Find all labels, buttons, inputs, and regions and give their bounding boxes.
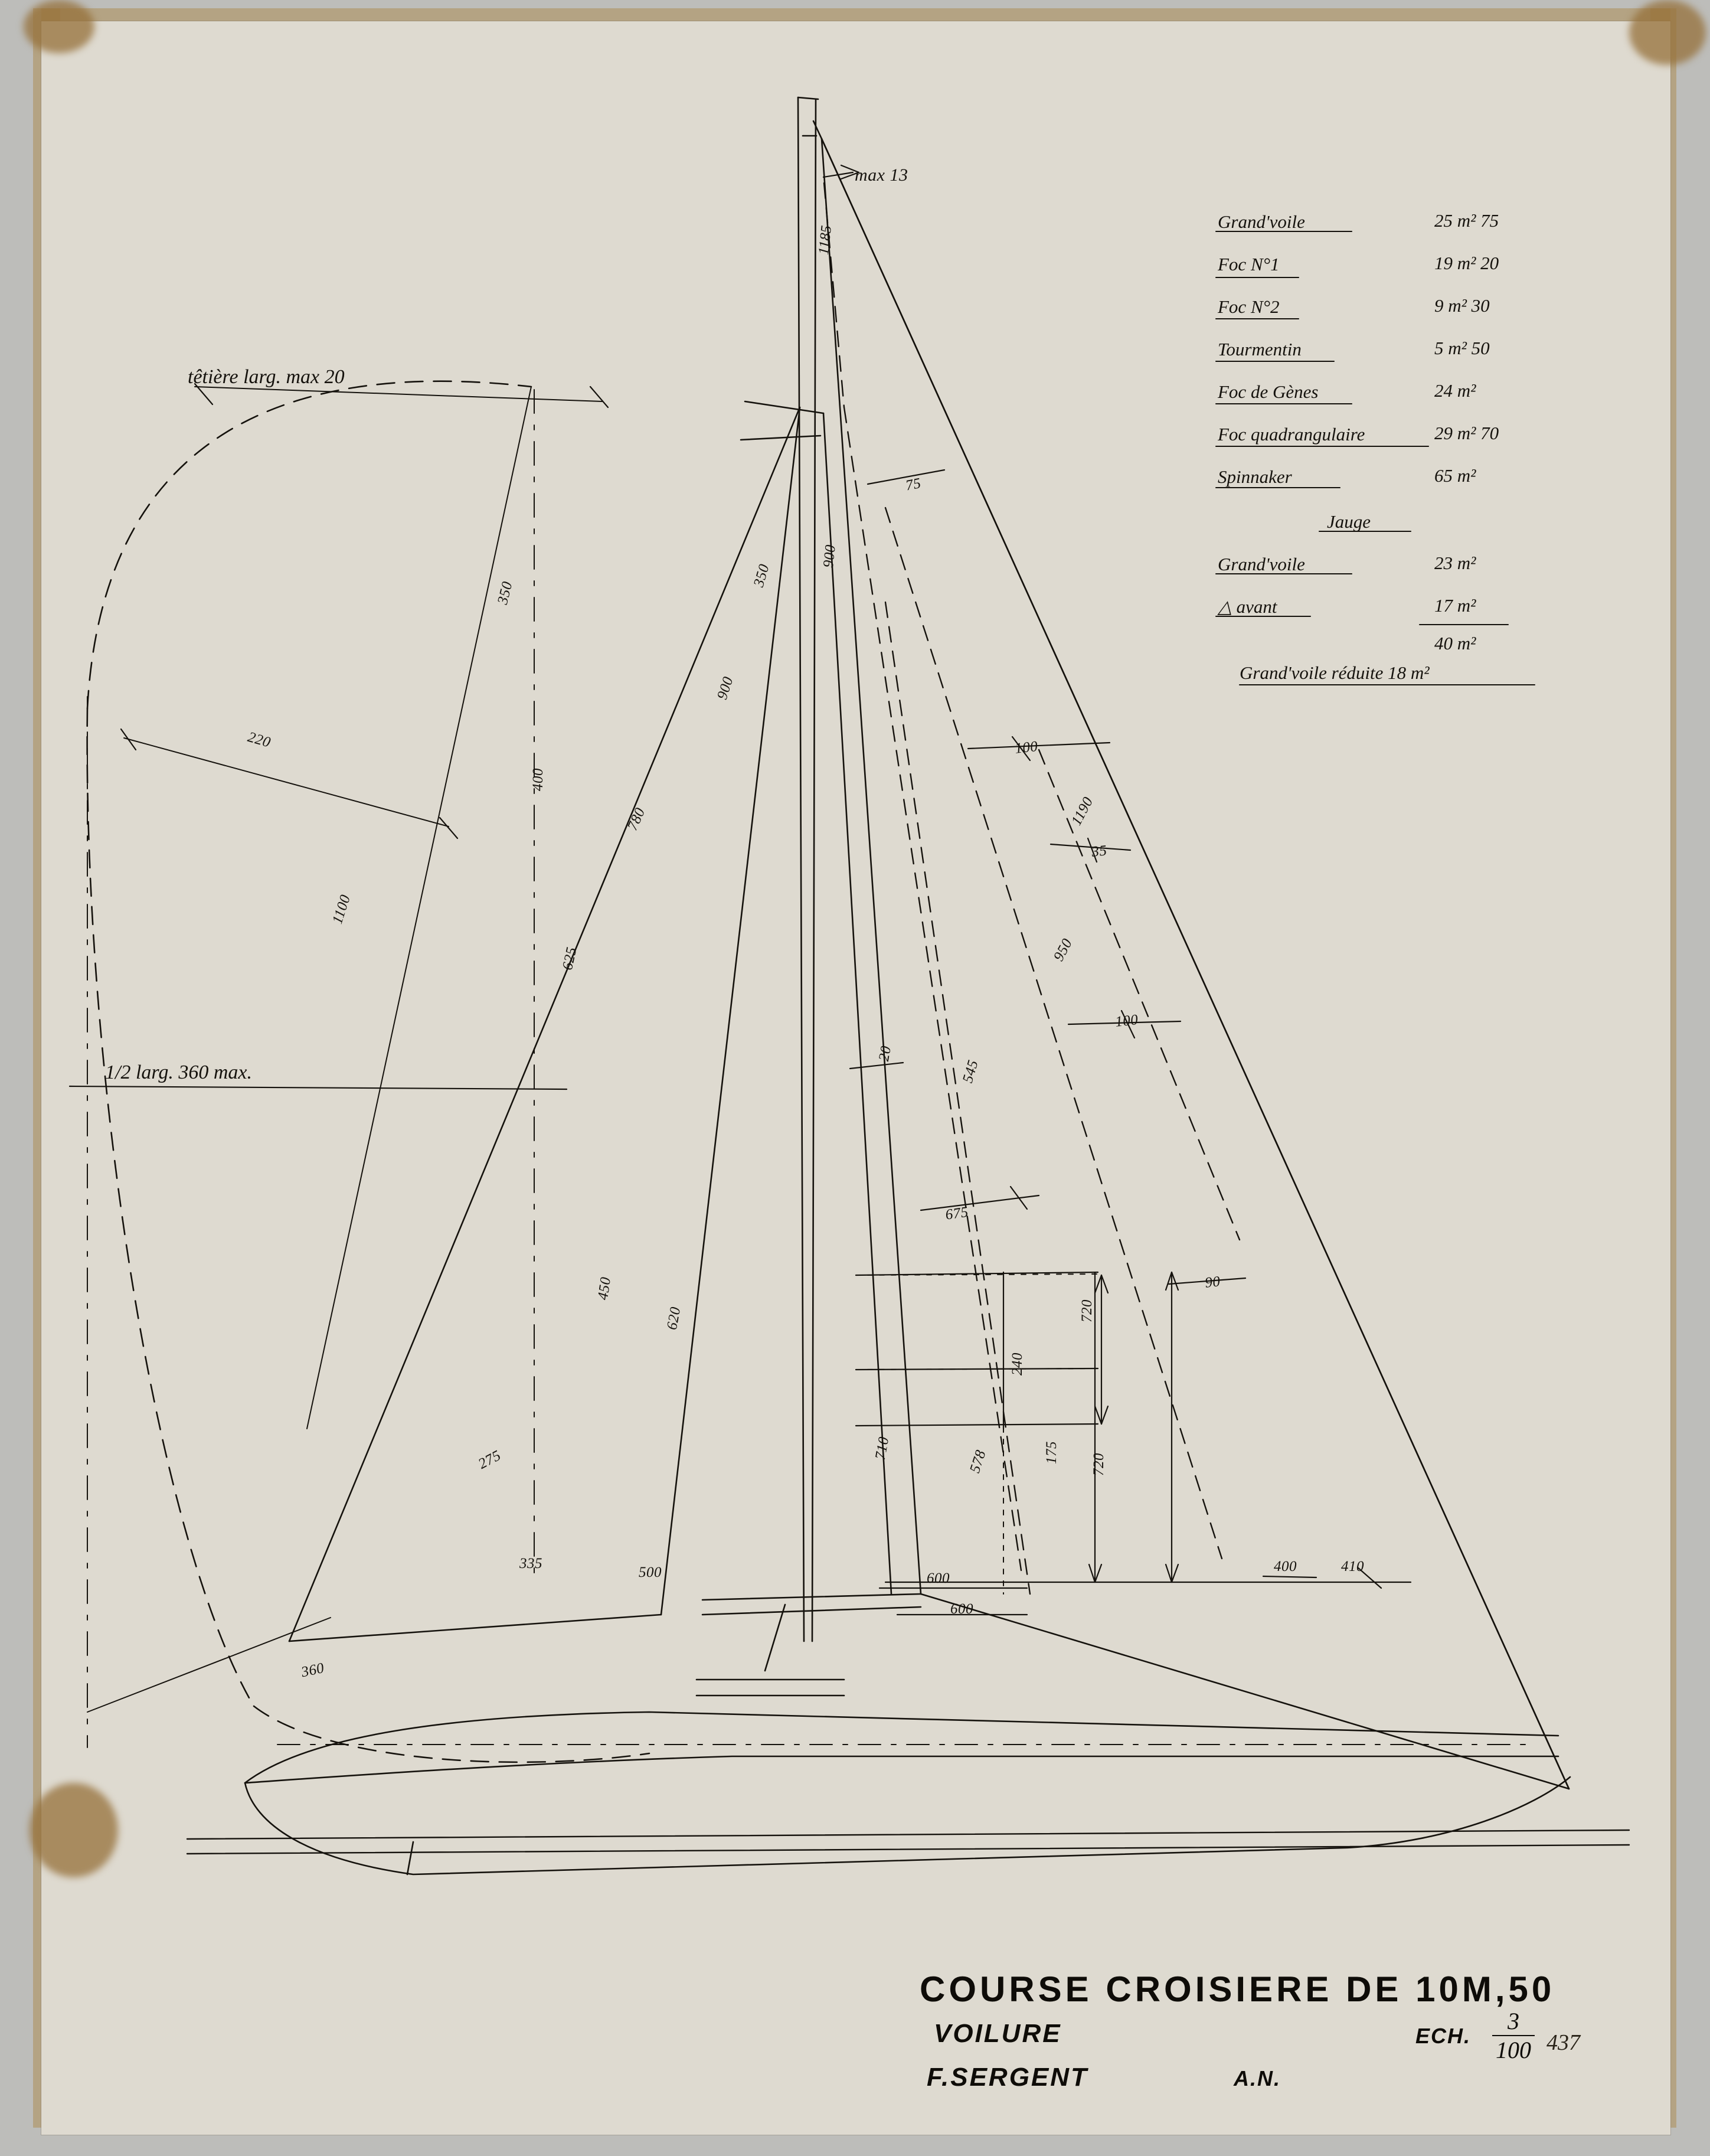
mast-line-aft [812, 99, 816, 1641]
dim-400-left: 400 [530, 768, 546, 791]
dim-675: 675 [944, 1204, 970, 1223]
sail-row-area-5: 29 m² 70 [1434, 423, 1499, 443]
dim-410: 410 [1341, 1559, 1364, 1574]
mainsail-leech-upper [661, 407, 800, 1615]
scale-numerator: 3 [1492, 2007, 1535, 2036]
dim-335: 335 [519, 1556, 542, 1572]
dim-350-left: 350 [495, 580, 516, 606]
sail-row-name-4: Foc de Gènes [1218, 381, 1319, 402]
dim-75: 75 [904, 475, 923, 494]
dim-578: 578 [967, 1448, 989, 1475]
dim-900-main: 900 [714, 674, 737, 702]
jib-luff-line [822, 139, 921, 1594]
dim-1190: 1190 [1068, 794, 1097, 828]
sail-row-name-1: Foc N°1 [1218, 254, 1280, 275]
sheer-line [245, 1712, 1558, 1783]
dim-450: 450 [595, 1276, 614, 1301]
scale-label: ECH. [1415, 2024, 1472, 2048]
sail-row-area-2: 9 m² 30 [1434, 295, 1490, 316]
dim-1185: 1185 [816, 224, 835, 256]
dim-400-right: 400 [1274, 1559, 1297, 1574]
dashed-spinnaker-luff [844, 407, 1021, 1570]
dim-600-lower: 600 [950, 1601, 973, 1617]
scale-fraction [1492, 2007, 1535, 2064]
dim-625: 625 [560, 945, 580, 972]
label-tetiere: têtière larg. max 20 [188, 366, 345, 388]
dim-35: 35 [1091, 842, 1108, 860]
jauge-row-name-1: △ avant [1218, 596, 1277, 617]
head-arc-dashed [87, 381, 531, 708]
dim-500: 500 [639, 1564, 662, 1580]
sail-row-area-3: 5 m² 50 [1434, 338, 1490, 358]
hull-bottom [245, 1777, 1570, 1874]
page-title: COURSE CROISIERE DE 10M,50 [920, 1969, 1555, 2009]
tetiere-line [195, 387, 602, 401]
dim-620: 620 [664, 1305, 684, 1331]
dim-240: 240 [1009, 1353, 1025, 1376]
author-name: F.SERGENT [927, 2063, 1088, 2092]
scale-denominator: 100 [1496, 2037, 1531, 2063]
baseline [187, 1845, 1629, 1854]
sail-row-area-0: 25 m² 75 [1434, 210, 1499, 231]
half-width-line [70, 1086, 567, 1089]
sail-row-name-2: Foc N°2 [1218, 296, 1280, 317]
jauge-total: 40 m² [1434, 633, 1476, 654]
dim-90: 90 [1204, 1273, 1221, 1291]
archive-reference-number: 437 [1546, 2030, 1580, 2055]
dashed-upper [824, 183, 844, 407]
reduced-mainsail-note: Grand'voile réduite 18 m² [1240, 662, 1430, 683]
dim-720-upper: 720 [1079, 1299, 1095, 1322]
jauge-row-area-1: 17 m² [1434, 595, 1476, 616]
mast-line-fore [798, 97, 804, 1641]
dim-900-mast: 900 [820, 544, 839, 569]
sail-row-name-6: Spinnaker [1218, 466, 1292, 487]
label-max13: max 13 [855, 165, 908, 185]
jauge-row-name-0: Grand'voile [1218, 554, 1305, 574]
jauge-row-area-0: 23 m² [1434, 553, 1476, 573]
jauge-heading: Jauge [1327, 511, 1371, 532]
sail-row-name-3: Tourmentin [1218, 339, 1302, 360]
sail-row-area-4: 24 m² [1434, 380, 1476, 401]
dim-545: 545 [960, 1058, 982, 1085]
dim-780: 780 [625, 805, 649, 833]
dim-360: 360 [300, 1660, 326, 1681]
author-initials: A.N. [1234, 2066, 1281, 2090]
dim-100-upper: 100 [1014, 738, 1039, 757]
waterline [187, 1830, 1629, 1839]
dim-275: 275 [476, 1447, 504, 1472]
dim-100-lower: 100 [1114, 1011, 1139, 1030]
dim-350-upper: 350 [751, 562, 773, 589]
sail-row-name-5: Foc quadrangulaire [1218, 424, 1365, 445]
drawing-subtitle: VOILURE [934, 2019, 1062, 2048]
dim-710: 710 [872, 1435, 892, 1461]
label-half-width: 1/2 larg. 360 max. [105, 1061, 253, 1083]
dim-600-upper: 600 [927, 1570, 950, 1586]
dim-175: 175 [1044, 1441, 1060, 1464]
dim-950-right: 950 [1051, 936, 1076, 964]
dim-1100: 1100 [329, 893, 354, 926]
deck-line [245, 1756, 1558, 1783]
foot-line-genoa [921, 1594, 1569, 1789]
dim-720-lower: 720 [1091, 1453, 1107, 1476]
dim-20: 20 [876, 1044, 895, 1063]
sail-row-name-0: Grand'voile [1218, 211, 1305, 232]
dim-220: 220 [246, 729, 273, 751]
sail-row-area-1: 19 m² 20 [1434, 253, 1499, 273]
radius-220-line [124, 738, 449, 827]
sail-row-area-6: 65 m² [1434, 465, 1476, 486]
